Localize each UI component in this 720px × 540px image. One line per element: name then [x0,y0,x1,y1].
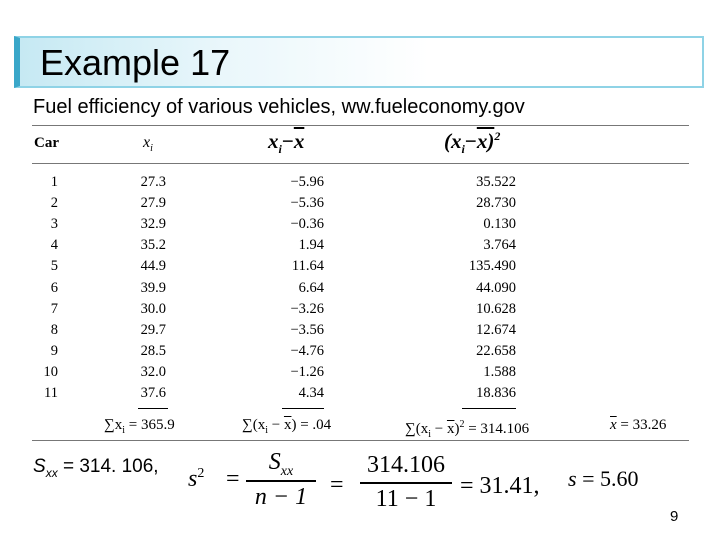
title-bar [14,36,704,88]
equals-1: = [226,466,240,492]
row-x: 44.9 [140,258,166,274]
row-deviation: 6.64 [298,280,324,296]
sum-diff-underline [282,408,324,409]
row-car: 3 [50,216,58,232]
variance-symbol: $s^2$ [188,466,205,492]
row-car: 6 [50,280,58,296]
row-squared-deviation: 135.490 [468,258,516,274]
sum-deviation: $\sum(x_i - \overline{x}) = .04$ [242,417,332,436]
row-squared-deviation: 10.628 [476,301,516,317]
row-deviation: 11.64 [291,258,324,274]
row-deviation: 4.34 [298,385,324,401]
row-car: 10 [43,364,58,380]
row-x: 30.0 [140,301,166,317]
row-squared-deviation: 35.522 [476,174,516,190]
row-squared-deviation: 18.836 [476,385,516,401]
row-x: 32.0 [140,364,166,380]
row-x: 29.7 [140,322,166,338]
table-top-rule [32,125,689,126]
page-number: 9 [670,508,679,525]
row-car: 8 [50,322,58,338]
row-x: 28.5 [140,343,166,359]
row-car: 4 [50,237,58,253]
row-x: 32.9 [140,216,166,232]
row-squared-deviation: 22.658 [476,343,516,359]
row-squared-deviation: 12.674 [476,322,516,338]
row-x: 37.6 [140,385,166,401]
row-car: 11 [44,385,58,401]
std-dev-result: s = 5.60 [568,466,639,491]
header-squared-deviation: $(x_i-x)^2$ [444,129,501,157]
row-x: 35.2 [140,237,166,253]
row-deviation: −1.26 [290,364,324,380]
row-deviation: −4.76 [290,343,324,359]
table-header-rule [32,163,689,164]
row-x: 39.9 [140,280,166,296]
fraction-2-denominator: 11 − 1 [375,486,437,512]
fraction-1-denominator: n − 1 [254,484,308,510]
row-deviation: −3.56 [290,322,324,338]
sum-x-underline [138,408,168,409]
fraction-1-bar [246,480,316,482]
mean-value: $\overline{x} = 33.26$ [610,417,667,433]
sum-x: $\sum x_i = 365.9$ [104,417,175,436]
sxx-statement: $S_{xx} = 314$. 106, [33,456,159,480]
fraction-1-numerator: $S_{xx}$ [268,449,294,479]
fraction-2-numerator: 314.106 [367,452,445,478]
sum-squared-deviation: $\sum(x_i - \overline{x})^2 = 314.106$ [405,419,530,440]
variance-result: = 31.41, [460,473,540,499]
row-deviation: −5.36 [290,195,324,211]
subtitle: Fuel efficiency of various vehicles, ww.fueleconomy.gov [33,96,525,118]
row-squared-deviation: 28.730 [476,195,516,211]
row-deviation: −3.26 [290,301,324,317]
row-car: 5 [50,258,58,274]
row-deviation: 1.94 [298,237,324,253]
header-car: Car [34,135,59,151]
row-car: 2 [50,195,58,211]
row-x: 27.9 [140,195,166,211]
row-squared-deviation: 0.130 [483,216,516,232]
row-car: 7 [50,301,58,317]
row-car: 9 [50,343,58,359]
header-x: $x_i$ [143,134,153,155]
slide-title: Example 17 [40,42,231,83]
row-car: 1 [50,174,58,190]
row-deviation: −0.36 [290,216,324,232]
fraction-2-bar [360,482,452,484]
row-squared-deviation: 44.090 [476,280,516,296]
row-squared-deviation: 1.588 [483,364,516,380]
sum-sq-underline [462,408,516,409]
row-x: 27.3 [140,174,166,190]
row-deviation: −5.96 [290,174,324,190]
row-squared-deviation: 3.764 [483,237,516,253]
equals-2: = [330,472,344,498]
header-deviation: $x_i-\overline{x}$ [268,129,305,157]
